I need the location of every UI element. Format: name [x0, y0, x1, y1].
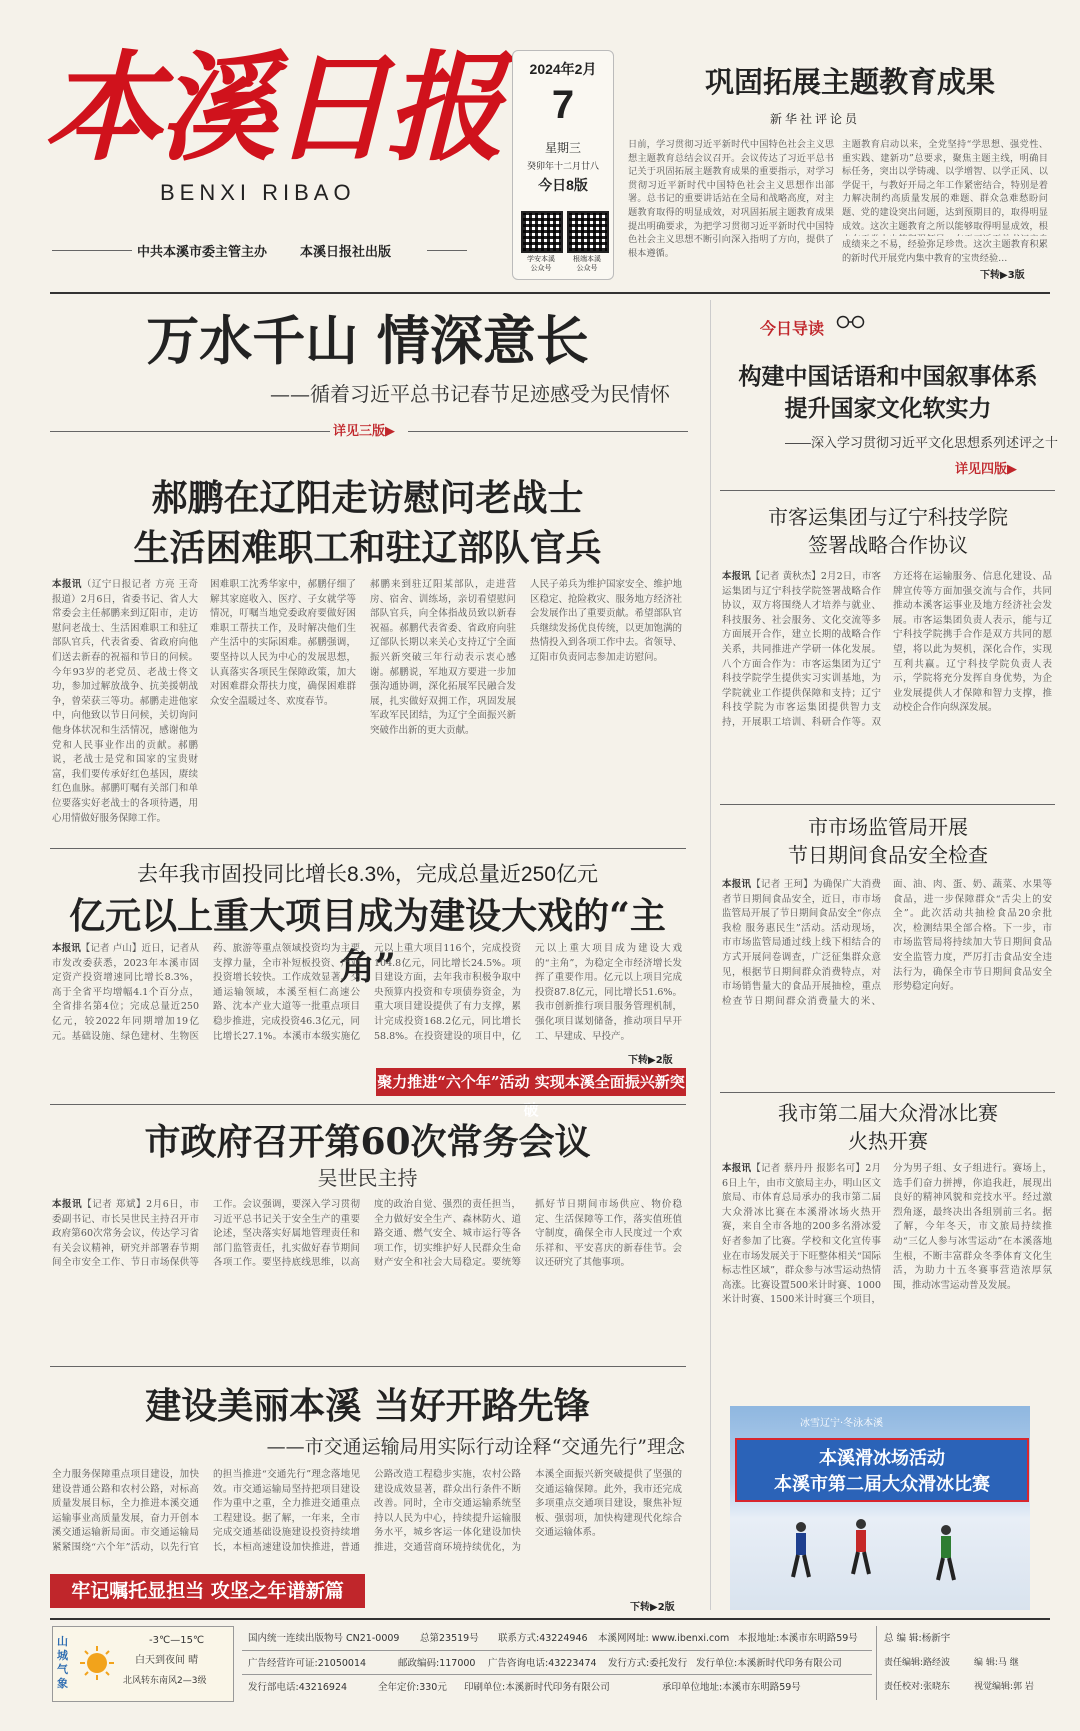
lead-tag: 本报讯	[52, 943, 81, 954]
story-body: 为确保广大消费者节日期间食品安全，近日，市市场监管局开展了节日期间食品安全“你点我检 服务惠民生”活动。活动现场，市市场监管局通过线上线下相结合的方式开展问卷调查，广泛征集群众意见，根据节日期间群众消费特点，对市场销售量大的食品开展抽检，重点检查节日期间群众消费量大的米、面、油、肉、蛋、奶、蔬菜、水果等食品，进一步保障群众“舌尖上的安全”。此次活动共抽检食品20余批次，检测结果全部合格。下一步，市市场监管局将持续加大节日期间食品安全监管力度，严厉打击食品安全违法行为，确保全市节日期间食品安全形势稳定向好。	[722, 879, 1052, 1007]
guide-story-sub: ——深入学习贯彻习近平文化思想系列述评之十	[784, 435, 1058, 450]
guide-story-title[interactable]: 构建中国话语和中国叙事体系 提升国家文化软实力	[738, 363, 1038, 421]
story-road-sub: ——市交通运输局用实际行动诠释“交通先行”理念	[266, 1436, 685, 1458]
editor-chief: 总 编 辑:杨新宇	[884, 1633, 951, 1644]
weather-temp: -3℃—15℃	[149, 1635, 205, 1646]
lead-tag: 本报讯	[722, 571, 751, 582]
story-hao-col4: 人民子弟兵为维护国家安全、维护地区稳定、抢险救灾、服务地方经济社会发展作出了重要贡献。希望部队官兵继续发扬优良传统，以更加饱满的热情投入到各项工作中去。省领导、辽阳市负责同志参加走访慰问。	[530, 579, 682, 663]
lead-headline[interactable]: 万水千山 情深意长	[146, 310, 589, 372]
byline: 【记者 黄秋杰】	[750, 571, 821, 582]
editor-proofread: 责任校对:张晓东	[884, 1682, 951, 1692]
story-body: 2月6日，市委副书记、市长吴世民主持召开市政府第60次常务会议，传达学习省有关会议精神，研究并部署春节期间全市安全工作、节日市场保供等工作。会议强调，要深入学习贯彻习近平总书记关于安全生产的重要论述，坚决落实好属地管理责任和部门监管责任，扎实做好春节期间各项工作。要坚持底线思维，以高度的政治自觉、强烈的责任担当，全力做好安全生产、森林防火、道路交通、燃气安全、城市运行等各项工作，切实维护好人民群众生命财产安全和社会大局稳定。要统筹抓好节日期间市场供应、物价稳定、生活保障等工作，落实值班值守制度，确保全市人民度过一个欢乐祥和、平安喜庆的新春佳节。会议还研究了其他事项。	[52, 1199, 682, 1269]
weather-box	[52, 1626, 234, 1702]
editorial-byline: 新华社评论员	[770, 112, 861, 126]
story-hao-title-2[interactable]: 生活困难职工和驻辽部队官兵	[133, 527, 602, 569]
footer-field: 发行部电话:43216924	[248, 1682, 348, 1693]
editorial-col1: 日前，学习贯彻习近平新时代中国特色社会主义思想主题教育总结会议召开。会议传达了习近平总书记关于巩固拓展主题教育成果的重要指示，对学习贯彻习近平新时代中国特色社会主义思想作出部署。总书记的重要讲话站在全局和战略高度，对主题教育取得的明显成效，对巩固拓展主题教育成果提出明确要求，为把学习贯彻习近平新时代中国特色社会主义思想不断引向深入指明了方向，提供了根本遵循。	[628, 139, 834, 259]
skating-story-body	[722, 1162, 1052, 1388]
editorial-continue[interactable]: 下转▶3版	[980, 270, 1025, 281]
byline: 【记者 郑斌】	[82, 1199, 147, 1210]
editor-assistant: 编 辑:马 继	[974, 1658, 1019, 1668]
campaign-banner: 聚力推进“六个年”活动 实现本溪全面振兴新突破	[376, 1068, 686, 1096]
sun-icon	[79, 1645, 115, 1681]
editorial-title[interactable]: 巩固拓展主题教育成果	[704, 65, 995, 99]
story-gov-body	[52, 1198, 682, 1358]
footer-field: 总第23519号	[420, 1633, 479, 1644]
footer-field: 承印单位地址:本溪市东明路59号	[662, 1682, 801, 1693]
weather-cond: 白天到夜间 晴	[135, 1655, 199, 1666]
weather-wind: 北风转东南风2—3级	[123, 1676, 207, 1686]
lead-tag: 本报讯	[722, 879, 752, 890]
story-hao-col3: 郝鹏来到驻辽阳某部队，走进营房、宿舍、训练场，亲切看望慰问部队官兵，向全体指战员致以新春祝福。郝鹏代表省委、省政府向驻辽部队长期以来关心支持辽宁全面振兴新突破三年行动表示衷心感谢。郝鹏说，军地双方要进一步加强沟通协调，深化拓展军民融合发展，扎实做好双拥工作，巩固发展军政军民团结，为辽宁全面振兴新突破作出新的更大贡献。	[370, 579, 516, 736]
masthead-sponsor-row	[52, 240, 472, 260]
photo-banner-line: 本溪滑冰场活动	[819, 1448, 945, 1469]
editorial-col2b: 成绩来之不易，经验弥足珍贵。这次主题教育积累的新时代开展党内集中教育的宝贵经验…	[842, 239, 1048, 264]
skating-story-title[interactable]: 我市第二届大众滑冰比赛 火热开赛	[778, 1103, 998, 1153]
story-hao-col2: 困难职工沈秀华家中，郝鹏仔细了解其家庭收入、医疗、子女就学等情况，叮嘱当地党委政府要做好困难职工帮扶工作，及时解决他们生产生活中的实际困难。郝鹏强调，要坚持以人民为中心的发展思想，认真落实各项民生保障政策，加大对困难群众帮扶力度，确保困难群众安全温暖过冬、欢度春节。	[210, 579, 356, 707]
client-story-title[interactable]: 市客运集团与辽宁科技学院 签署战略合作协议	[768, 507, 1008, 557]
footer-info	[242, 1628, 872, 1700]
skater-figure	[850, 1518, 872, 1578]
skater-figure	[935, 1524, 957, 1584]
guide-label	[760, 310, 870, 346]
story-gov-sub: 吴世民主持	[317, 1166, 418, 1190]
story-hao-title-1[interactable]: 郝鹏在辽阳走访慰问老战士	[151, 477, 584, 519]
date-box	[512, 50, 614, 280]
lead-see-page[interactable]: 详见三版▶	[333, 424, 395, 439]
date-lunar: 癸卯年十二月廿八	[526, 161, 599, 171]
lead-tag: 本报讯	[52, 1199, 83, 1210]
date-weekday: 星期三	[544, 141, 581, 155]
newspaper-logo: 本溪日报	[44, 38, 501, 177]
lead-tag: 本报讯	[52, 579, 82, 590]
guide-label-text: 今日导读	[760, 321, 825, 338]
weather-label: 山城气象	[57, 1635, 68, 1690]
byline: （辽宁日报记者 方亮 王奇 报道）	[52, 579, 198, 605]
campaign-banner: 牢记嘱托显担当 攻坚之年谱新篇	[50, 1574, 365, 1608]
footer-field: 印刷单位:本溪新时代印务有限公司	[464, 1682, 610, 1693]
story-invest-kicker: 去年我市固投同比增长8.3%，完成总量近250亿元	[137, 863, 598, 886]
photo-banner-line: 本溪市第二届大众滑冰比赛	[774, 1474, 990, 1495]
footer-field: 本溪网网址: www.ibenxi.com	[598, 1633, 730, 1644]
story-hao-col1	[52, 578, 198, 838]
footer-field: 广告经营许可证:21050014	[248, 1658, 367, 1669]
story-invest-body	[52, 942, 682, 1074]
footer-field: 国内统一连续出版物号 CN21-0009	[248, 1633, 400, 1644]
story-gov-title[interactable]: 市政府召开第60次常务会议	[144, 1121, 591, 1163]
date-day: 7	[551, 83, 575, 127]
newspaper-logo-en: BENXI RIBAO	[160, 180, 356, 205]
skater-figure	[790, 1521, 812, 1581]
story-body: 近日，记者从市发改委获悉，2023年本溪市固定资产投资增速同比增长8.3%，高于全省平均增幅4.1个百分点，全省排名第4位；完成总量近250亿元，较2022年同期增加19亿元。基础设施、绿色建材、生物医药、旅游等重点领域投资均为主要支撑力量，全市补短板投资、产业投资增长较快。工作成效显著。交通运输领域，本溪至桓仁高速公路、沈本产业大道等一批重点项目稳步推进，完成投资46.3亿元，同比增长27.1%。本溪市本级实施亿元以上重大项目116个，完成投资104.8亿元，同比增长24.5%。项目建设方面，去年我市积极争取中央预算内投资和专项债券资金，为重大项目建设提供了有力支撑，累计完成投资168.2亿元，同比增长58.8%。在投资建设的项目中，亿元以上重大项目成为建设大戏的“主角”，为稳定全市经济增长发挥了重要作用。亿元以上项目完成投资87.8亿元，同比增长51.6%。我市创新推行项目服务管理机制，强化项目谋划储备，推动项目早开工、早建成、早投产。	[52, 943, 682, 1042]
editor-responsible: 责任编辑:路经波	[884, 1658, 951, 1668]
date-year-month: 2024年2月	[529, 61, 597, 77]
client-story-body	[722, 570, 1052, 794]
footer-field: 全年定价:330元	[378, 1682, 447, 1693]
footer-field: 邮政编码:117000	[398, 1658, 476, 1669]
editor-credits	[882, 1628, 1052, 1700]
story-body: 2月6日，省委书记、省人大常委会主任郝鹏来到辽阳市，走访慰问老战士、生活困难职工和驻辽部队官兵，代表省委、省政府向他们送去新春的祝福和节日的问候。今年93岁的老党员、老战士佟文功，参加过解放战争、抗美援朝战争，曾荣获三等功。郝鹏走进他家中，向他致以节日问候，关切询问他身体状况和生活情况，感谢他为党和人民事业作出的贡献。郝鹏说，老战士是党和国家的宝贵财富，我们要传承好红色基因，赓续红色血脉。郝鹏叮嘱有关部门和单位要落实好老战士的各项待遇，用心用情做好服务保障工作。	[52, 593, 198, 824]
byline: 【记者 王珂】	[751, 879, 813, 890]
qr-code[interactable]	[567, 211, 609, 253]
qr-code[interactable]	[521, 211, 563, 253]
footer-field: 发行方式:委托发行	[608, 1658, 688, 1669]
story-body: 2月6日上午，由市文旅局主办，明山区文旅局、市体育总局承办的我市第二届大众滑冰比赛在本溪滑冰场火热开赛，来自全市各地的200多名滑冰爱好者参加了比赛。学校和文化宣传事业在市场发展关于下旺整体相关“国际标志性区域”，群众参与冰雪运动热情高涨。比赛设置500米计时赛、1000米计时赛、1500米计时赛三个项目，分为男子组、女子组进行。赛场上，选手们奋力拼搏，你追我赶，展现出良好的精神风貌和竞技水平。经过激烈角逐，最终决出各组别前三名。据了解，今年冬天，市文旅局持续推动“三亿人参与冰雪运动”在本溪落地生根，不断丰富群众冬季体育文化生活，为助力十五冬赛事营造浓厚氛围，推动冰雪运动普及发展。	[722, 1163, 1052, 1306]
date-pages: 今日8版	[538, 177, 588, 193]
food-story-title[interactable]: 市市场监管局开展 节日期间食品安全检查	[788, 817, 988, 867]
editorial-col2: 主题教育启动以来，全党坚持“学思想、强党性、重实践、建新功”总要求，聚焦主题主线，明确目标任务，突出以学铸魂、以学增智、以学正风、以学促干，与教好开局之年工作紧密结合，特别是着力解决制约高质量发展的难题、群众急难愁盼问题、党的建设突出问题，达到预期目的，取得明显成效。这次主题教育之所以能够取得明显成效，根	[842, 139, 1048, 232]
story-invest-title[interactable]: 亿元以上重大项目成为建设大戏的“主角”	[69, 895, 666, 988]
sponsor-text: 中共本溪市委主管主办	[137, 244, 268, 259]
footer-field: 联系方式:43224946	[498, 1633, 588, 1644]
qr-label: 学安本溪 公众号	[527, 255, 555, 272]
photo-banner	[735, 1438, 1029, 1502]
glasses-icon	[836, 314, 866, 328]
lead-subheadline: ——循着习近平总书记春节足迹感受为民情怀	[270, 382, 670, 406]
food-story-body	[722, 878, 1052, 1084]
story-road-body: 全力服务保障重点项目建设，加快建设普通公路和农村公路，对标高质量发展目标，全力推进本溪交通运输事业高质量发展，奋力开创本溪交通运输新局面。市交通运输局紧紧围绕“六个年”活动，以先行官的担当推进“交通先行”理念落地见效。市交通运输局坚持把项目建设作为重中之重，全力推进交通重点工程建设。据了解，一年来，全市完成交通基础设施建设投资持续增长，本桓高速建设加快推进，普通公路改造工程稳步实施，农村公路建设成效显著，群众出行条件不断改善。同时，全市交通运输系统坚持以人民为中心，持续提升运输服务水平，城乡客运一体化建设加快推进，交通营商环境持续优化，为本溪全面振兴新突破提供了坚强的交通运输保障。此外，我市还完成多项重点交通项目建设，聚焦补短板、强弱项，加快构建现代化综合交通运输体系。	[52, 1469, 682, 1553]
lead-tag: 本报讯	[722, 1163, 752, 1174]
qr-label: 根端本溪 公众号	[573, 255, 601, 272]
footer-field: 发行单位:本溪新时代印务有限公司	[696, 1658, 842, 1669]
byline: 【记者 卢山】	[80, 943, 142, 954]
photo-caption: 冰雪辽宁·冬泳本溪	[800, 1418, 884, 1429]
story-road-title[interactable]: 建设美丽本溪 当好开路先锋	[145, 1385, 590, 1427]
byline: 【记者 蔡丹丹 报影名可】	[751, 1163, 866, 1174]
editor-visual: 视觉编辑:郭 岩	[974, 1682, 1034, 1692]
skating-photo[interactable]	[730, 1406, 1030, 1610]
story-road-continue[interactable]: 下转▶2版	[630, 1602, 675, 1613]
publisher-text: 本溪日报社出版	[300, 244, 392, 259]
footer-field: 广告咨询电话:43223474	[488, 1658, 597, 1669]
story-body: 2月2日，市客运集团与辽宁科技学院签署战略合作协议，双方将围绕人才培养与就业、科技服务、社会服务、文化交流等多方面展开合作，建立长期的战略合作关系，共同推进产学研一体化发展。八个方面合作为：市客运集团为辽宁科技学院学生提供实习实训基地，为学院就业工作提供保障和支持；辽宁科技学院为市客运集团提供智力支持，开展职工培训、科研合作等。双方还将在运输服务、信息化建设、品牌宣传等方面加强交流与合作，共同推动本溪客运事业及地方经济社会发展。市客运集团负责人表示，能与辽宁科技学院携手合作是双方共同的愿望，将以此为契机，深化合作，实现互利共赢。辽宁科技学院负责人表示，学院将充分发挥自身优势，为企业发展提供人才保障和智力支撑，推动校企合作向纵深发展。	[722, 571, 1052, 728]
story-invest-continue[interactable]: 下转▶2版	[628, 1055, 673, 1066]
guide-see-page[interactable]: 详见四版▶	[955, 462, 1017, 477]
footer-field: 本报地址:本溪市东明路59号	[738, 1633, 858, 1644]
